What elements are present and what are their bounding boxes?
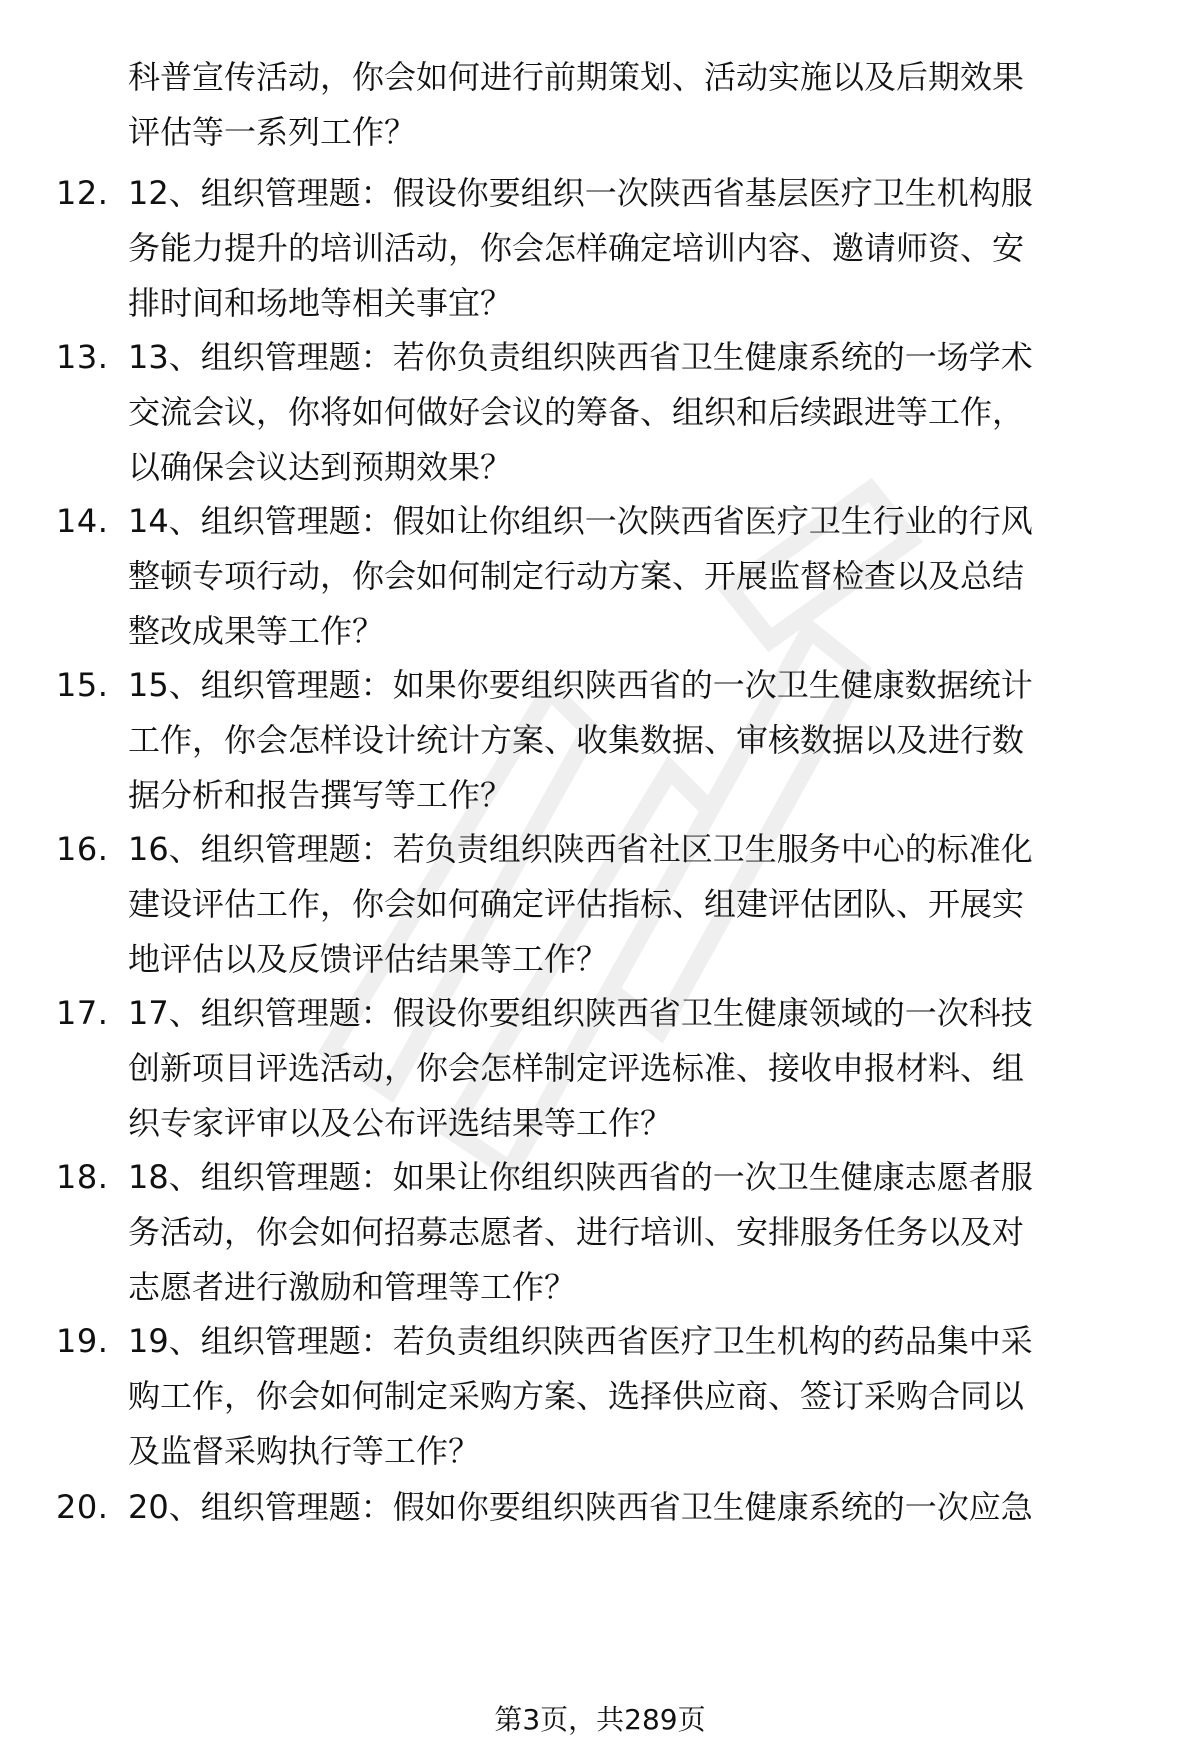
- text-line: 务能力提升的培训活动，你会怎样确定培训内容、邀请师资、安: [128, 229, 1025, 267]
- text-line: 织专家评审以及公布评选结果等工作？: [128, 1104, 673, 1142]
- text-line: 整改成果等工作？: [128, 612, 385, 650]
- question-text: [128, 1150, 1148, 1315]
- text-line: 交流会议，你将如何做好会议的筹备、组织和后续跟进等工作，: [128, 393, 1025, 431]
- text-line: 及监督采购执行等工作？: [128, 1432, 481, 1470]
- item-number: 15.: [56, 666, 109, 704]
- question-text: [128, 494, 1148, 659]
- question-text: [128, 822, 1148, 987]
- text-line: 12、组织管理题：假设你要组织一次陕西省基层医疗卫生机构服: [128, 174, 1033, 212]
- item-number: 14.: [56, 502, 109, 540]
- text-line: 19、组织管理题：若负责组织陕西省医疗卫生机构的药品集中采: [128, 1322, 1033, 1360]
- question-text: [128, 986, 1148, 1151]
- text-line: 务活动，你会如何招募志愿者、进行培训、安排服务任务以及对: [128, 1213, 1025, 1251]
- question-text: [128, 330, 1148, 495]
- item-number: 20.: [56, 1488, 109, 1526]
- text-line: 科普宣传活动，你会如何进行前期策划、活动实施以及后期效果: [128, 58, 1025, 96]
- page-footer: 第3页，共289页: [494, 1703, 706, 1736]
- text-line: 18、组织管理题：如果让你组织陕西省的一次卫生健康志愿者服: [128, 1158, 1033, 1196]
- text-line: 15、组织管理题：如果你要组织陕西省的一次卫生健康数据统计: [128, 666, 1033, 704]
- text-line: 以确保会议达到预期效果？: [128, 448, 513, 486]
- text-line: 16、组织管理题：若负责组织陕西省社区卫生服务中心的标准化: [128, 830, 1033, 868]
- item-number: 19.: [56, 1322, 109, 1360]
- text-line: 13、组织管理题：若你负责组织陕西省卫生健康系统的一场学术: [128, 338, 1033, 376]
- question-text: [128, 1314, 1148, 1479]
- question-text: [128, 658, 1148, 823]
- question-text: [128, 166, 1148, 331]
- text-line: 创新项目评选活动，你会怎样制定评选标准、接收申报材料、组: [128, 1049, 1025, 1087]
- text-line: 地评估以及反馈评估结果等工作？: [128, 940, 609, 978]
- item-number: 13.: [56, 338, 109, 376]
- text-line: 评估等一系列工作？: [128, 113, 417, 151]
- item-number: 12.: [56, 174, 109, 212]
- text-line: 整顿专项行动，你会如何制定行动方案、开展监督检查以及总结: [128, 557, 1025, 595]
- text-line: 购工作，你会如何制定采购方案、选择供应商、签订采购合同以: [128, 1377, 1025, 1415]
- item-number: 18.: [56, 1158, 109, 1196]
- text-line: 14、组织管理题：假如让你组织一次陕西省医疗卫生行业的行风: [128, 502, 1033, 540]
- text-line: 志愿者进行激励和管理等工作？: [128, 1268, 577, 1306]
- text-line: 工作，你会怎样设计统计方案、收集数据、审核数据以及进行数: [128, 721, 1025, 759]
- text-line: 建设评估工作，你会如何确定评估指标、组建评估团队、开展实: [128, 885, 1025, 923]
- item-number: 16.: [56, 830, 109, 868]
- text-line: 据分析和报告撰写等工作？: [128, 776, 513, 814]
- text-line: 排时间和场地等相关事宜？: [128, 284, 513, 322]
- text-line: 20、组织管理题：假如你要组织陕西省卫生健康系统的一次应急: [128, 1488, 1033, 1526]
- question-text: [128, 1480, 1148, 1535]
- text-line: 17、组织管理题：假设你要组织陕西省卫生健康领域的一次科技: [128, 994, 1033, 1032]
- item-number: 17.: [56, 994, 109, 1032]
- question-text: [128, 50, 1148, 160]
